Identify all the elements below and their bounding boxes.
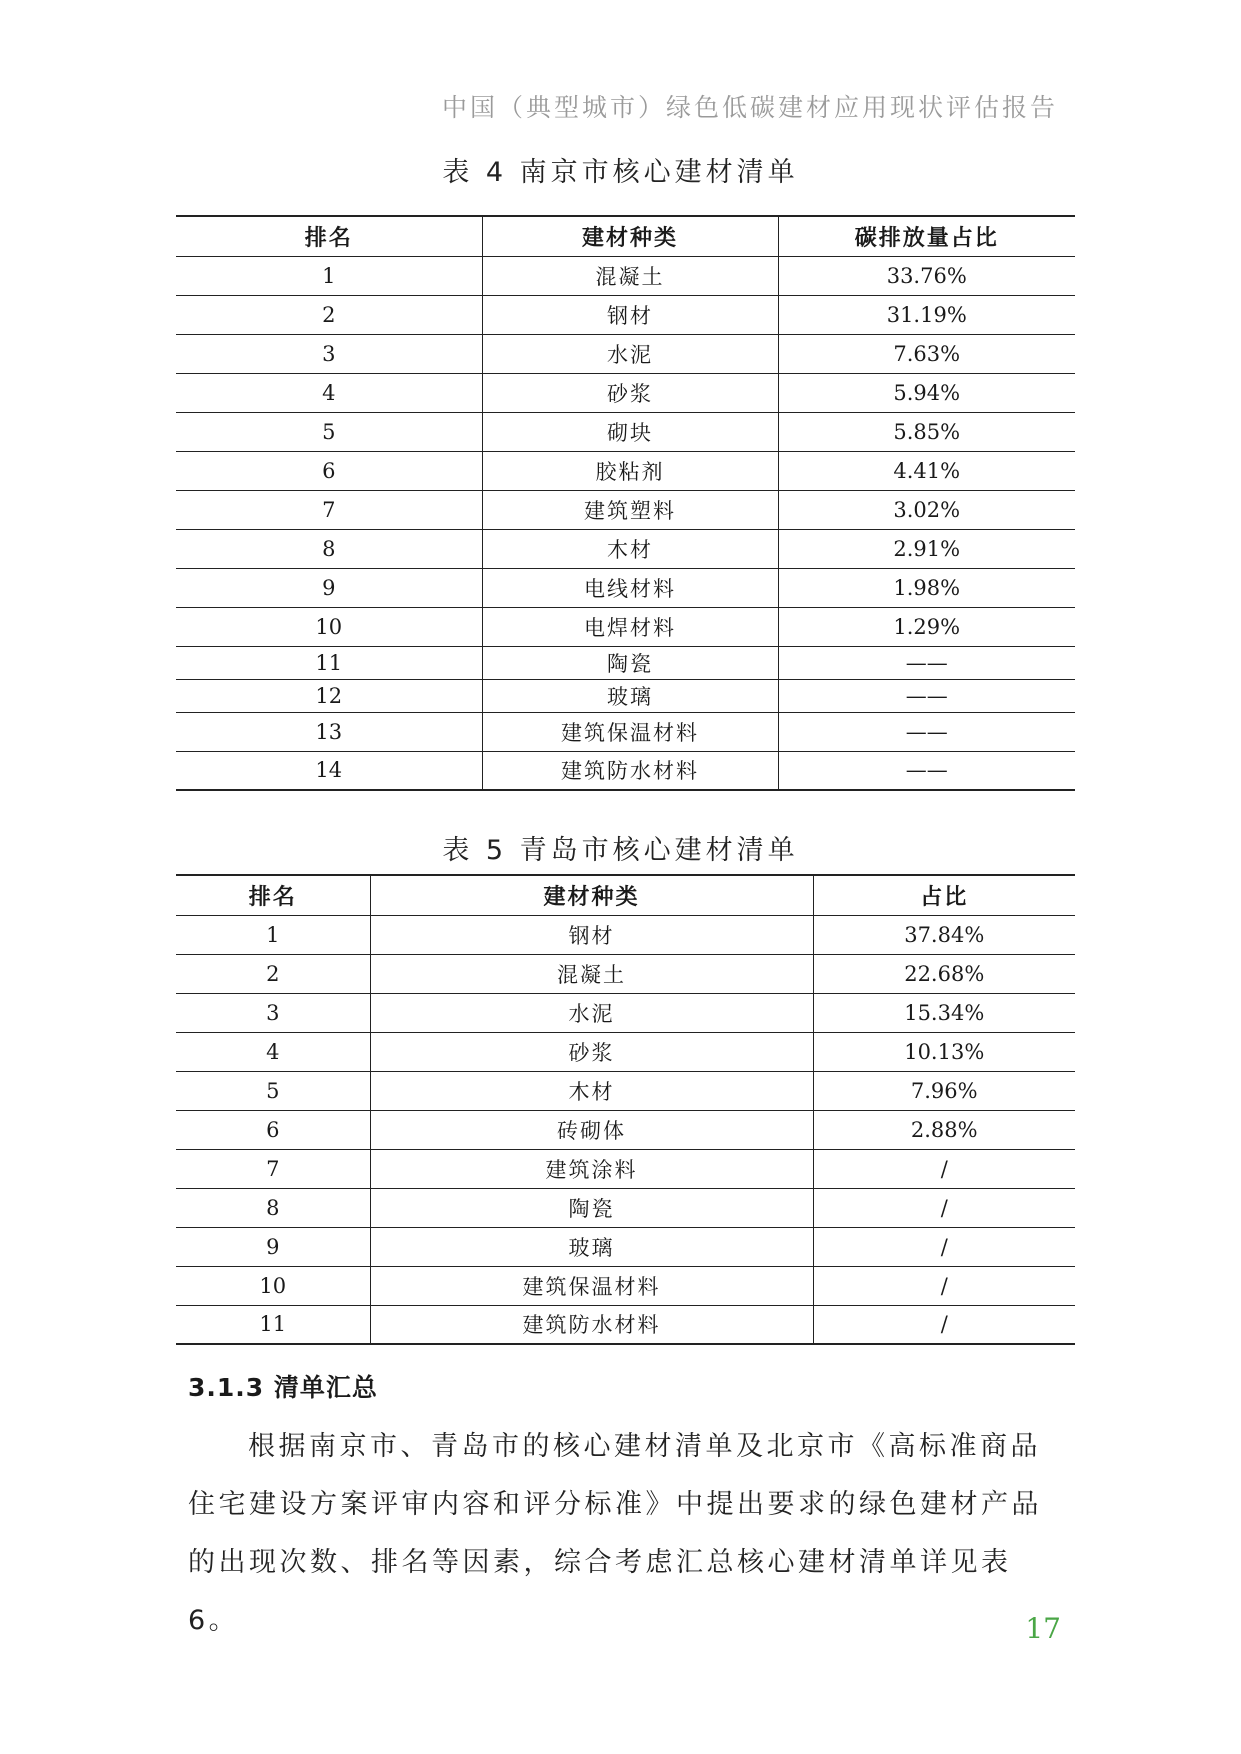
material-cell: 水泥 (370, 993, 813, 1032)
rank-cell: 9 (176, 568, 482, 607)
table4-nanjing-core-materials (176, 215, 1075, 791)
column-header-rank: 排名 (176, 875, 370, 915)
material-cell: 建筑防水材料 (482, 751, 778, 790)
rank-cell: 7 (176, 490, 482, 529)
share-cell: 10.13% (813, 1032, 1075, 1071)
share-cell: 37.84% (813, 915, 1075, 954)
rank-cell: 8 (176, 529, 482, 568)
material-cell: 陶瓷 (370, 1188, 813, 1227)
table-row (176, 751, 1075, 790)
table-row (176, 1149, 1075, 1188)
table-row (176, 646, 1075, 679)
table-row (176, 1266, 1075, 1305)
rank-cell: 6 (176, 451, 482, 490)
table-row (176, 568, 1075, 607)
material-cell: 电线材料 (482, 568, 778, 607)
table-row (176, 679, 1075, 712)
material-cell: 混凝土 (370, 954, 813, 993)
table-row (176, 256, 1075, 295)
table-row (176, 1071, 1075, 1110)
table-row (176, 412, 1075, 451)
material-cell: 钢材 (482, 295, 778, 334)
table-row (176, 529, 1075, 568)
page-number: 17 (1025, 1612, 1061, 1645)
share-cell: 4.41% (778, 451, 1075, 490)
table-row (176, 1110, 1075, 1149)
table-row (176, 607, 1075, 646)
table-row (176, 1032, 1075, 1071)
material-cell: 砂浆 (370, 1032, 813, 1071)
share-cell: 15.34% (813, 993, 1075, 1032)
table-row (176, 1188, 1075, 1227)
running-header: 中国（典型城市）绿色低碳建材应用现状评估报告 (441, 93, 1058, 122)
share-cell: / (813, 1149, 1075, 1188)
material-cell: 水泥 (482, 334, 778, 373)
material-cell: 砌块 (482, 412, 778, 451)
table5-qingdao-core-materials (176, 874, 1075, 1345)
share-cell: 3.02% (778, 490, 1075, 529)
table-row (176, 295, 1075, 334)
material-cell: 陶瓷 (482, 646, 778, 679)
table-row (176, 1305, 1075, 1344)
material-cell: 建筑保温材料 (370, 1266, 813, 1305)
rank-cell: 1 (176, 256, 482, 295)
table-row (176, 1227, 1075, 1266)
column-header-material: 建材种类 (482, 216, 778, 256)
share-cell: 1.98% (778, 568, 1075, 607)
material-cell: 建筑保温材料 (482, 712, 778, 751)
table5-caption: 表 5 青岛市核心建材清单 (442, 835, 799, 866)
share-cell: —— (778, 712, 1075, 751)
material-cell: 玻璃 (482, 679, 778, 712)
table-row (176, 490, 1075, 529)
share-cell: 2.88% (813, 1110, 1075, 1149)
share-cell: / (813, 1266, 1075, 1305)
table-row (176, 954, 1075, 993)
table-row (176, 712, 1075, 751)
share-cell: 7.96% (813, 1071, 1075, 1110)
material-cell: 建筑塑料 (482, 490, 778, 529)
column-header-material: 建材种类 (370, 875, 813, 915)
table-row (176, 334, 1075, 373)
material-cell: 建筑涂料 (370, 1149, 813, 1188)
rank-cell: 2 (176, 954, 370, 993)
share-cell: / (813, 1305, 1075, 1344)
share-cell: 22.68% (813, 954, 1075, 993)
material-cell: 砖砌体 (370, 1110, 813, 1149)
share-cell: / (813, 1188, 1075, 1227)
share-cell: 31.19% (778, 295, 1075, 334)
material-cell: 玻璃 (370, 1227, 813, 1266)
rank-cell: 8 (176, 1188, 370, 1227)
rank-cell: 5 (176, 1071, 370, 1110)
rank-cell: 2 (176, 295, 482, 334)
rank-cell: 13 (176, 712, 482, 751)
rank-cell: 7 (176, 1149, 370, 1188)
table-row (176, 993, 1075, 1032)
material-cell: 钢材 (370, 915, 813, 954)
share-cell: 33.76% (778, 256, 1075, 295)
rank-cell: 14 (176, 751, 482, 790)
rank-cell: 1 (176, 915, 370, 954)
share-cell: 7.63% (778, 334, 1075, 373)
rank-cell: 5 (176, 412, 482, 451)
rank-cell: 10 (176, 1266, 370, 1305)
rank-cell: 9 (176, 1227, 370, 1266)
share-cell: —— (778, 679, 1075, 712)
rank-cell: 3 (176, 334, 482, 373)
section-heading: 3.1.3 清单汇总 (188, 1373, 378, 1402)
material-cell: 砂浆 (482, 373, 778, 412)
column-header-rank: 排名 (176, 216, 482, 256)
rank-cell: 10 (176, 607, 482, 646)
rank-cell: 3 (176, 993, 370, 1032)
material-cell: 胶粘剂 (482, 451, 778, 490)
table4-caption: 表 4 南京市核心建材清单 (442, 157, 799, 188)
material-cell: 建筑防水材料 (370, 1305, 813, 1344)
table-row (176, 915, 1075, 954)
column-header-carbon-share: 碳排放量占比 (778, 216, 1075, 256)
rank-cell: 4 (176, 373, 482, 412)
body-paragraph: 根据南京市、青岛市的核心建材清单及北京市《高标准商品住宅建设方案评审内容和评分标准》中提出要求的绿色建材产品的出现次数、排名等因素，综合考虑汇总核心建材清单详见表 6。 (188, 1431, 1042, 1636)
table5-header-row (176, 875, 1075, 915)
share-cell: / (813, 1227, 1075, 1266)
share-cell: —— (778, 751, 1075, 790)
share-cell: —— (778, 646, 1075, 679)
rank-cell: 4 (176, 1032, 370, 1071)
rank-cell: 11 (176, 1305, 370, 1344)
column-header-share: 占比 (813, 875, 1075, 915)
rank-cell: 11 (176, 646, 482, 679)
table-row (176, 451, 1075, 490)
material-cell: 电焊材料 (482, 607, 778, 646)
material-cell: 木材 (370, 1071, 813, 1110)
share-cell: 5.85% (778, 412, 1075, 451)
material-cell: 木材 (482, 529, 778, 568)
rank-cell: 6 (176, 1110, 370, 1149)
table-row (176, 373, 1075, 412)
rank-cell: 12 (176, 679, 482, 712)
share-cell: 2.91% (778, 529, 1075, 568)
table4-header-row (176, 216, 1075, 256)
share-cell: 5.94% (778, 373, 1075, 412)
material-cell: 混凝土 (482, 256, 778, 295)
share-cell: 1.29% (778, 607, 1075, 646)
